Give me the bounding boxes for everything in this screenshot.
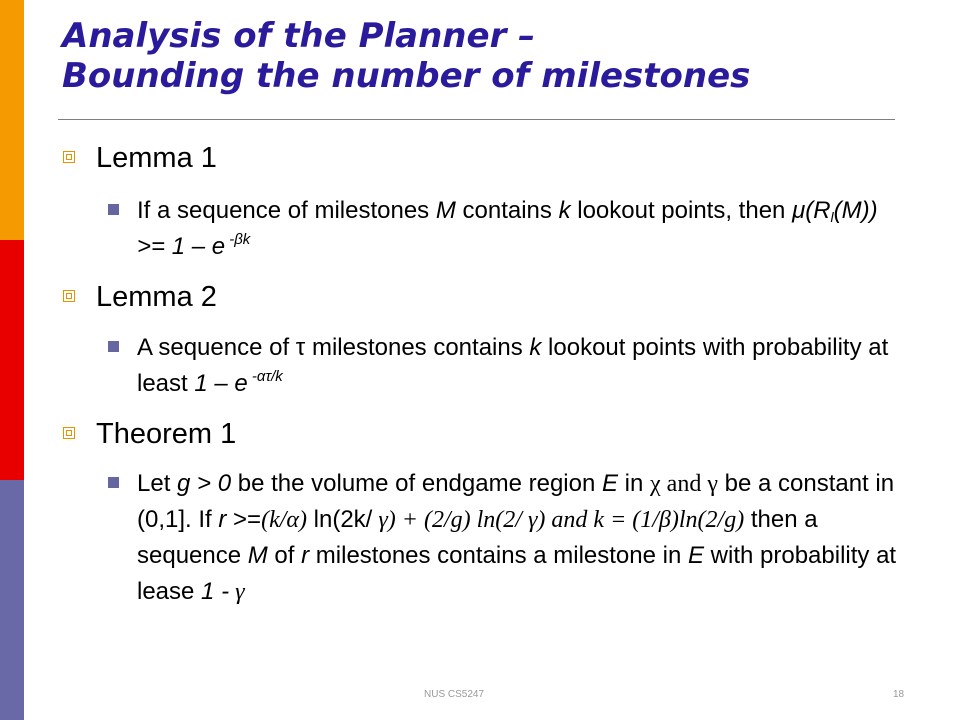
- text-run: be a constant in (0,1]. If: [137, 470, 895, 533]
- page-number: 18: [893, 689, 905, 700]
- heading-label: Lemma 1: [96, 142, 217, 174]
- bullet-square-icon: [108, 204, 119, 215]
- text-run: with probability at lease: [137, 542, 897, 605]
- square-bullet-icon: [63, 151, 75, 163]
- text-run: >=: [226, 506, 262, 533]
- text-run: in: [618, 470, 651, 497]
- text-run: milestones contains: [305, 334, 530, 361]
- formula-k-alpha: (k/α): [261, 507, 307, 533]
- text-run: of: [267, 542, 302, 569]
- symbol-gamma: γ: [229, 579, 245, 605]
- var-r: r: [218, 506, 227, 533]
- text-run: If a sequence of milestones: [137, 197, 436, 224]
- exponent: -ατ/k: [247, 368, 283, 385]
- text-run: A sequence of: [137, 334, 296, 361]
- var-k: k: [529, 334, 542, 361]
- formula-main: γ) + (2/g) ln(2/ γ) and k = (1/β)ln(2/g): [372, 507, 745, 533]
- lemma-1-statement: [108, 193, 898, 265]
- var-m: M: [247, 542, 268, 569]
- theorem-1-statement: [108, 466, 898, 610]
- title-divider: [58, 119, 895, 120]
- statement-text: [137, 330, 898, 402]
- var-m: M: [435, 197, 456, 224]
- text-run: milestones contains a milestone in: [309, 542, 688, 569]
- symbols-chi-gamma: χ and γ: [650, 471, 718, 497]
- lemma-2-statement: [108, 330, 898, 402]
- text-run: contains: [455, 197, 559, 224]
- text-run: Let: [137, 470, 178, 497]
- var-e: E: [602, 470, 619, 497]
- formula-one-minus: 1 -: [201, 578, 230, 605]
- heading-label: Theorem 1: [96, 418, 237, 450]
- accent-bar-purple: [0, 480, 24, 720]
- statement-text: [137, 193, 898, 265]
- bullet-square-icon: [108, 341, 119, 352]
- square-bullet-icon: [63, 290, 75, 302]
- exponent: -βk: [225, 231, 251, 248]
- square-bullet-icon: [63, 427, 75, 439]
- var-g: g > 0: [177, 470, 232, 497]
- var-k: k: [558, 197, 571, 224]
- var-r: r: [301, 542, 310, 569]
- accent-bar-orange: [0, 0, 24, 240]
- formula-rest: (M)) >= 1 – e: [137, 197, 878, 260]
- heading-label: Lemma 2: [96, 281, 217, 313]
- text-run: ln(2k/: [306, 506, 373, 533]
- symbol-tau: τ: [295, 334, 306, 361]
- subscript-l: l: [830, 209, 834, 225]
- formula-mu: μ(R: [792, 197, 831, 224]
- bullet-square-icon: [108, 477, 119, 488]
- formula: 1 – e: [194, 370, 248, 397]
- title-line-2: Bounding the number of milestones: [62, 56, 751, 96]
- slide-title: [62, 16, 922, 96]
- footer-course: NUS CS5247: [424, 689, 485, 700]
- text-run: then a sequence: [137, 506, 818, 569]
- accent-bar-red: [0, 240, 24, 480]
- title-line-1: Analysis of the Planner –: [62, 16, 536, 56]
- var-e: E: [687, 542, 704, 569]
- text-run: lookout points with probability at least: [137, 334, 889, 397]
- text-run: lookout points, then: [570, 197, 793, 224]
- statement-text: [137, 466, 898, 610]
- text-run: be the volume of endgame region: [231, 470, 602, 497]
